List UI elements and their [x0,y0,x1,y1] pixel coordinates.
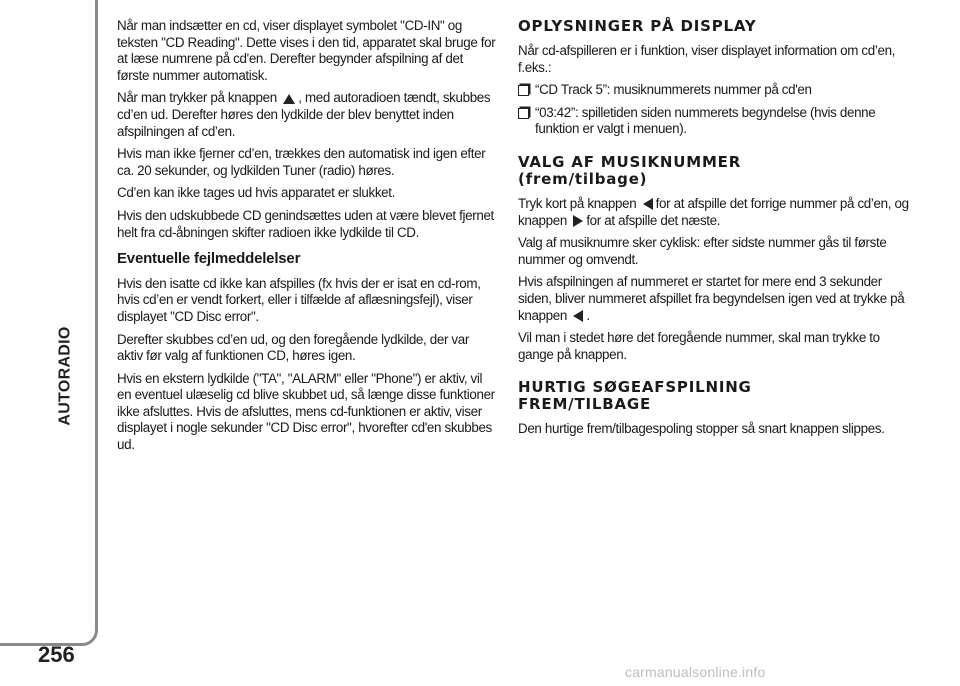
side-tab [0,0,98,646]
section-heading: OPLYSNINGER PÅ DISPLAY [518,17,757,35]
paragraph: Hvis den udskubbede CD genindsættes uden at være blevet fjernet helt fra cd-åbningen skifter radioen ikke lydkilde til CD. [117,207,494,240]
paragraph: Den hurtige frem/tilbagespoling stopper så snart knappen slippes. [518,421,885,437]
paragraph-track-select: Tryk kort på knappen for at afspille det forrige nummer på cd’en, og knappen for at afspille det næste. [518,195,909,228]
right-column [518,18,918,444]
paragraph: Når man indsætter en cd, viser displayet symbolet "CD-IN" og teksten "CD Reading". Dette vises i den tid, apparatet skal bruge for at læse numrene på cd'en. Derefter begynder afspilning af det første nummer automatisk. [117,18,496,83]
paragraph: Når cd-afspilleren er i funktion, viser displayet information om cd’en, f.eks.: [518,43,896,75]
right-triangle-icon [573,215,583,227]
section-label: AUTORADIO [57,326,75,426]
eject-up-triangle-icon [283,94,295,104]
paragraph: Valg af musiknumre sker cyklisk: efter sidste nummer gås til første nummer og omvendt. [518,235,887,267]
left-triangle-icon [573,310,583,322]
paragraph: Cd’en kan ikke tages ud hvis apparatet er slukket. [117,185,396,201]
checkbox-bullet-icon [518,108,529,119]
paragraph-eject: Når man trykker på knappen , med autoradioen tændt, skubbes cd’en ud. Derefter høres den lydkilde der blev benyttet inden afspilningen af cd’en. [117,90,491,139]
list-item: “CD Track 5”: musiknummerets nummer på cd'en [518,82,918,99]
page-number: 256 [38,642,75,667]
paragraph: Derefter skubbes cd’en ud, og den foregående lydkilde, der var aktiv før valg af funktionen CD, høres igen. [117,331,469,364]
section-heading: HURTIG SØGEAFSPILNING FREM/TILBAGE [518,378,752,414]
paragraph: Vil man i stedet høre det foregående nummer, skal man trykke to gange på knappen. [518,330,880,362]
paragraph-restart: Hvis afspilningen af nummeret er startet for mere end 3 sekunder siden, bliver nummeret afspillet fra begyndelsen igen ved at trykke på knappen . [518,274,905,323]
paragraph: Hvis den isatte cd ikke kan afspilles (fx hvis der er isat en cd-rom, hvis cd’en er vendt forkert, eller i tilfælde af aflæsningsfejl), viser displayet "CD Disc error". [117,275,481,324]
subheading: Eventuelle fejlmeddelelser [117,250,301,268]
left-column [117,18,497,460]
paragraph: Hvis en ekstern lydkilde ("TA", "ALARM" eller "Phone") er aktiv, vil en eventuel ulæselig cd blive skubbet ud, så længe disse funktioner ikke afsluttes. Hvis de afsluttes, mens cd-funktionen er aktiv, viser displayet i nogle sekunder "CD Disc error", hvorefter cd'en skubbes ud. [117,370,495,453]
section-heading: VALG AF MUSIKNUMMER (frem/tilbage) [518,152,742,188]
paragraph: Hvis man ikke fjerner cd’en, trækkes den automatisk ind igen efter ca. 20 sekunder, og lydkilden Tuner (radio) høres. [117,146,486,178]
left-triangle-icon [643,198,653,210]
list-item: “03:42”: spilletiden siden nummerets begyndelse (hvis denne funktion er valgt i menuen). [518,105,918,138]
watermark: carmanualsonline.info [625,664,766,680]
checkbox-bullet-icon [518,85,529,96]
